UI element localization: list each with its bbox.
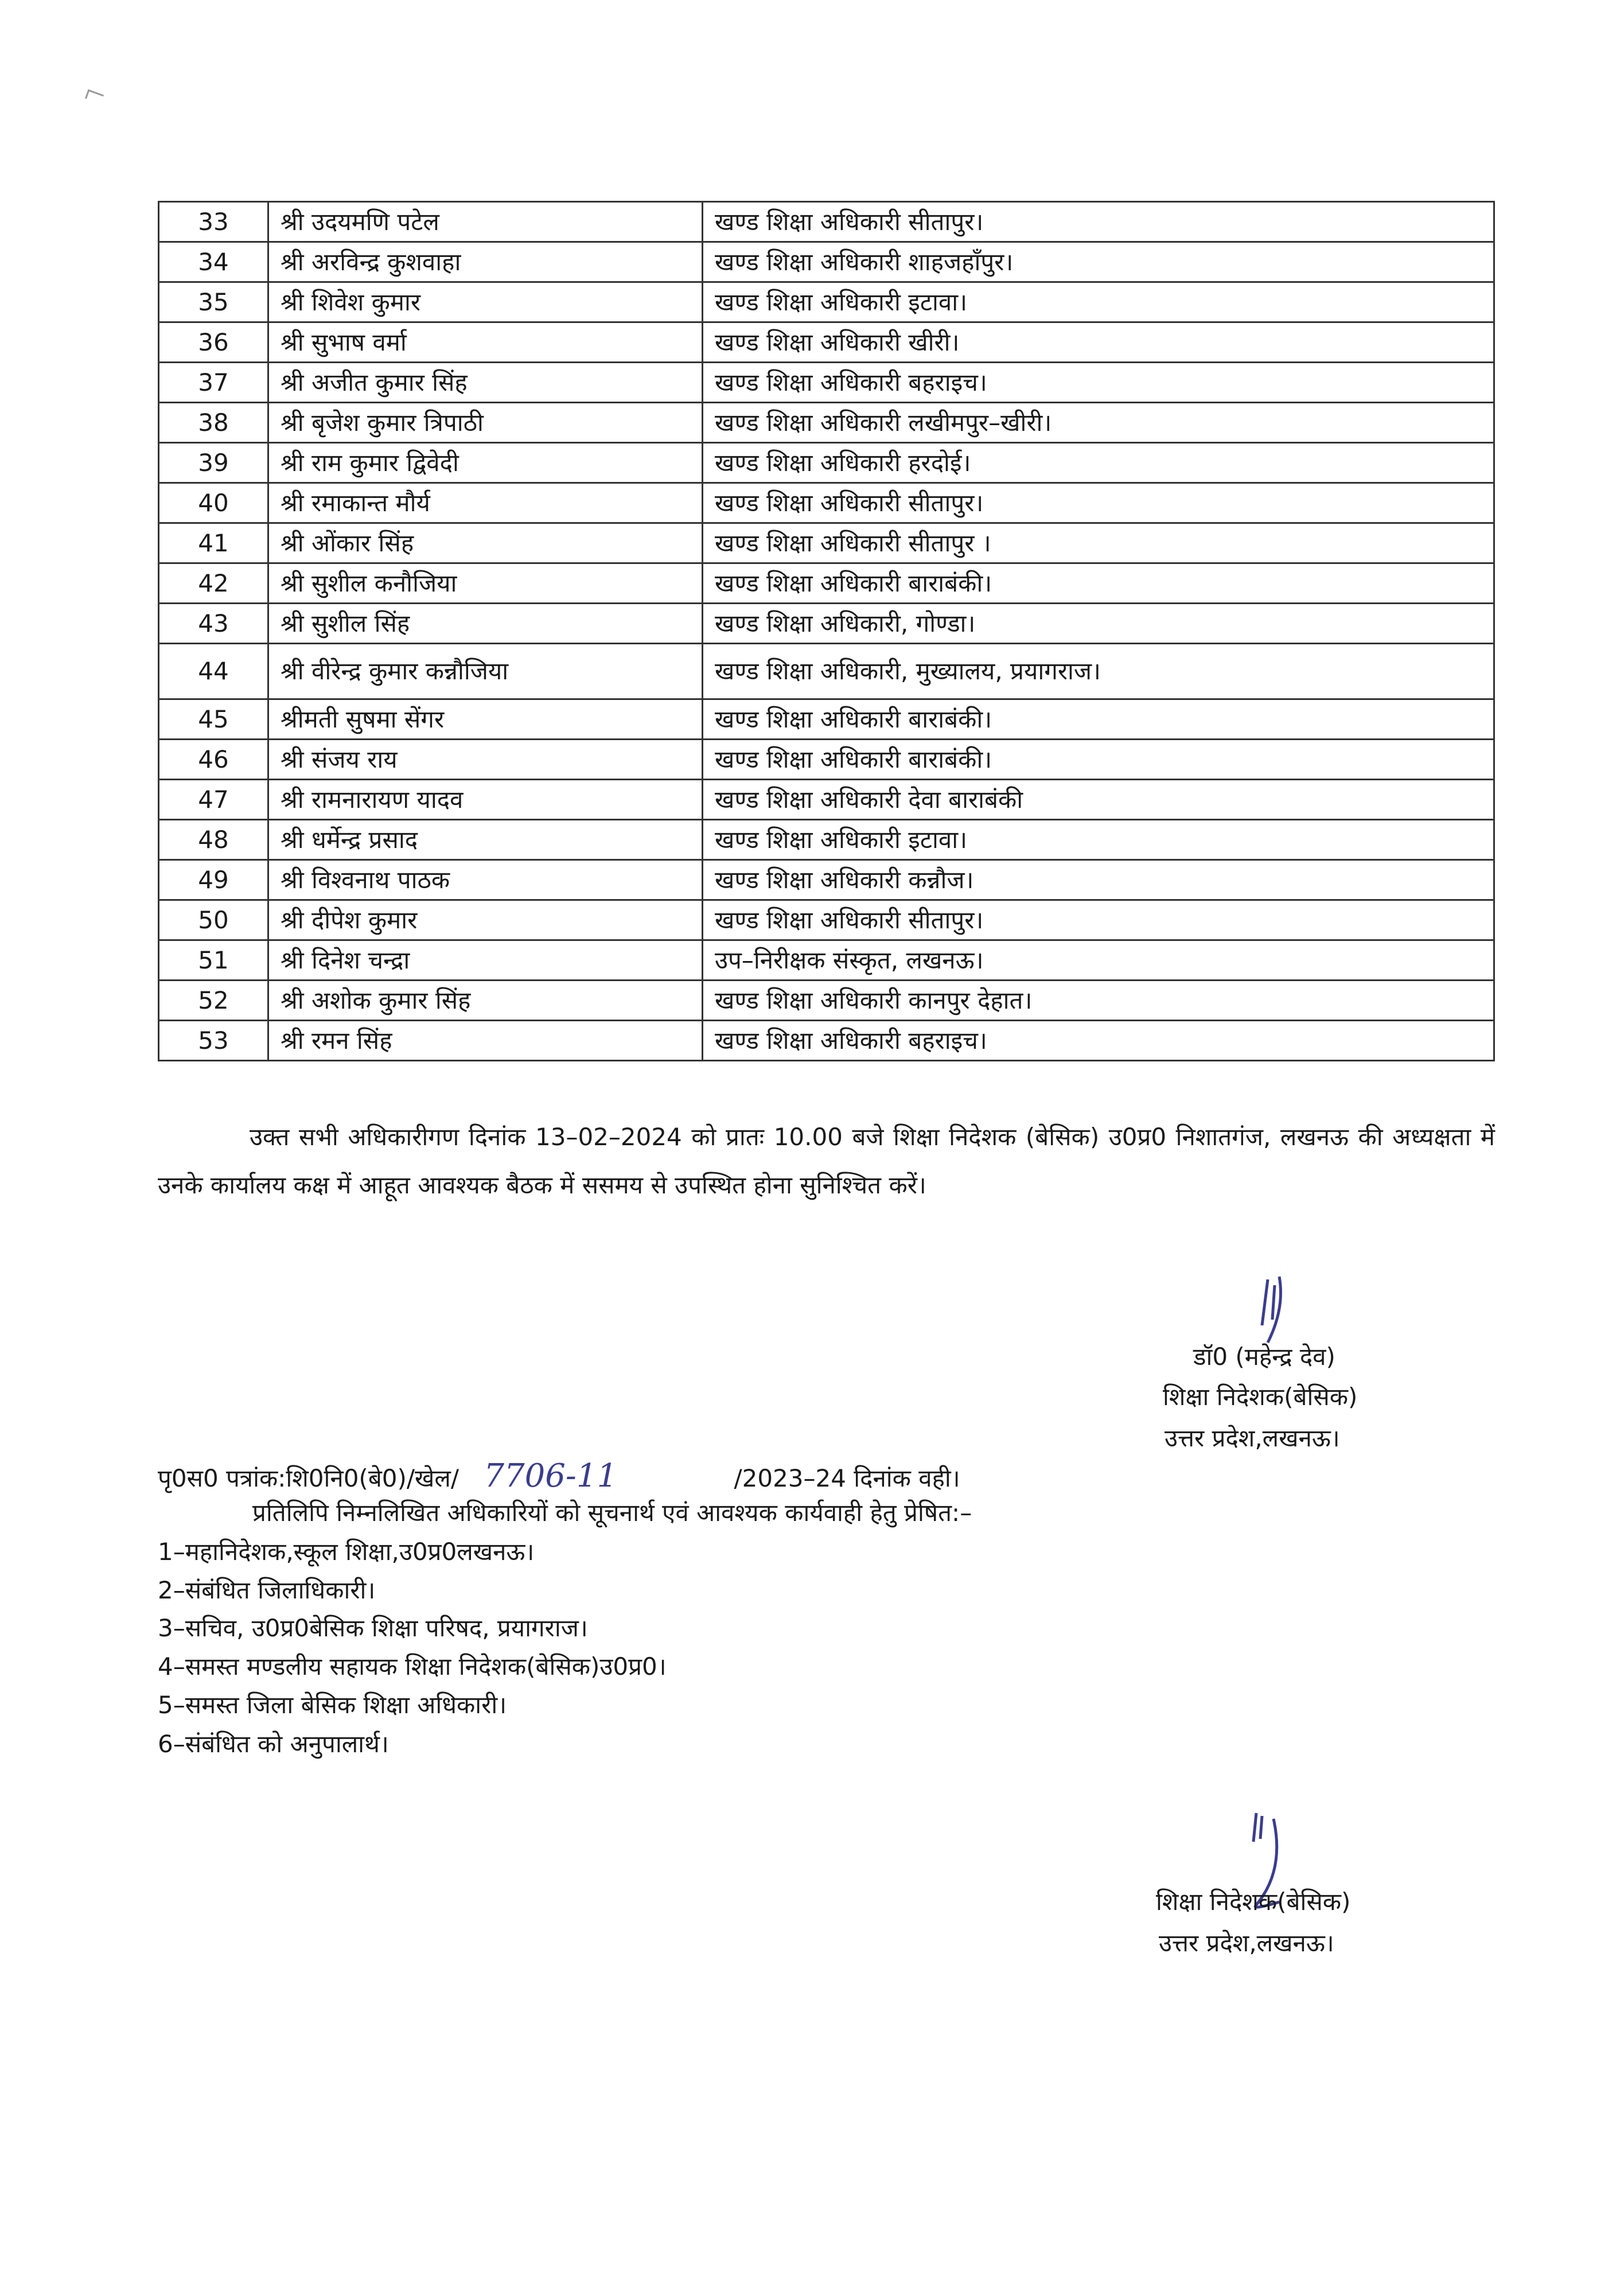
reference-suffix: /2023–24 दिनांक वही। — [734, 1464, 960, 1492]
serial-number-cell: 43 — [159, 604, 268, 644]
table-row — [159, 483, 1494, 523]
officer-name-cell: श्री दीपेश कुमार — [268, 900, 703, 940]
copy-item: 2–संबंधित जिलाधिकारी। — [158, 1576, 376, 1604]
officer-name-cell: श्री उदयमणि पटेल — [268, 202, 703, 242]
serial-number-cell: 40 — [159, 483, 268, 523]
table-row — [159, 940, 1494, 981]
officer-name-cell: श्री संजय राय — [268, 740, 703, 780]
officer-name-cell: श्री विश्वनाथ पाठक — [268, 860, 703, 900]
officer-post-cell: खण्ड शिक्षा अधिकारी सीतापुर। — [703, 483, 1494, 523]
serial-number-cell: 38 — [159, 403, 268, 443]
officer-name-cell: श्री धर्मेन्द्र प्रसाद — [268, 820, 703, 860]
signatory-place-2: उत्तर प्रदेश,लखनऊ। — [1159, 1929, 1334, 1957]
officer-post-cell: खण्ड शिक्षा अधिकारी बहराइच। — [703, 363, 1494, 403]
serial-number-cell: 35 — [159, 282, 268, 322]
table-row — [159, 563, 1494, 604]
officer-post-cell: खण्ड शिक्षा अधिकारी कानपुर देहात। — [703, 981, 1494, 1021]
serial-number-cell: 48 — [159, 820, 268, 860]
table-row — [159, 363, 1494, 403]
officer-name-cell: श्री अजीत कुमार सिंह — [268, 363, 703, 403]
serial-number-cell: 53 — [159, 1021, 268, 1061]
officer-post-cell: खण्ड शिक्षा अधिकारी सीतापुर। — [703, 900, 1494, 940]
serial-number-cell: 34 — [159, 242, 268, 282]
serial-number-cell: 47 — [159, 780, 268, 820]
signatory-name: डॉ0 (महेन्द्र देव) — [1193, 1343, 1335, 1371]
serial-number-cell: 51 — [159, 940, 268, 981]
copy-intro: प्रतिलिपि निम्नलिखित अधिकारियों को सूचनार्थ एवं आवश्यक कार्यवाही हेतु प्रेषित:– — [252, 1499, 972, 1527]
officer-name-cell: श्री रामनारायण यादव — [268, 780, 703, 820]
officers-table — [158, 201, 1495, 1061]
officer-post-cell: खण्ड शिक्षा अधिकारी लखीमपुर–खीरी। — [703, 403, 1494, 443]
serial-number-cell: 42 — [159, 563, 268, 604]
table-row — [159, 242, 1494, 282]
scan-mark — [85, 90, 104, 104]
officer-post-cell: खण्ड शिक्षा अधिकारी कन्नौज। — [703, 860, 1494, 900]
serial-number-cell: 36 — [159, 322, 268, 363]
table-row — [159, 443, 1494, 483]
copy-item: 3–सचिव, उ0प्र0बेसिक शिक्षा परिषद, प्रयागराज। — [158, 1614, 588, 1642]
officer-post-cell: खण्ड शिक्षा अधिकारी बाराबंकी। — [703, 563, 1494, 604]
officer-name-cell: श्री राम कुमार द्विवेदी — [268, 443, 703, 483]
officer-post-cell: खण्ड शिक्षा अधिकारी इटावा। — [703, 282, 1494, 322]
table-row — [159, 403, 1494, 443]
copy-item: 1–महानिदेशक,स्कूल शिक्षा,उ0प्र0लखनऊ। — [158, 1538, 535, 1566]
officer-post-cell: खण्ड शिक्षा अधिकारी हरदोई। — [703, 443, 1494, 483]
serial-number-cell: 52 — [159, 981, 268, 1021]
serial-number-cell: 50 — [159, 900, 268, 940]
officer-name-cell: श्री सुशील कनौजिया — [268, 563, 703, 604]
officer-name-cell: श्री सुभाष वर्मा — [268, 322, 703, 363]
officer-post-cell: उप–निरीक्षक संस्कृत, लखनऊ। — [703, 940, 1494, 981]
table-row — [159, 900, 1494, 940]
table-row — [159, 1021, 1494, 1061]
serial-number-cell: 37 — [159, 363, 268, 403]
table-row — [159, 523, 1494, 563]
officer-post-cell: खण्ड शिक्षा अधिकारी शाहजहाँपुर। — [703, 242, 1494, 282]
officer-post-cell: खण्ड शिक्षा अधिकारी बाराबंकी। — [703, 740, 1494, 780]
table-row — [159, 604, 1494, 644]
officer-post-cell: खण्ड शिक्षा अधिकारी, गोण्डा। — [703, 604, 1494, 644]
table-row — [159, 981, 1494, 1021]
table-row — [159, 322, 1494, 363]
officer-post-cell: खण्ड शिक्षा अधिकारी देवा बाराबंकी — [703, 780, 1494, 820]
officer-name-cell: श्री सुशील सिंह — [268, 604, 703, 644]
table-row — [159, 780, 1494, 820]
serial-number-cell: 41 — [159, 523, 268, 563]
officer-post-cell: खण्ड शिक्षा अधिकारी, मुख्यालय, प्रयागराज। — [703, 644, 1494, 699]
table-row — [159, 740, 1494, 780]
signatory-place: उत्तर प्रदेश,लखनऊ। — [1165, 1424, 1340, 1452]
officer-post-cell: खण्ड शिक्षा अधिकारी सीतापुर । — [703, 523, 1494, 563]
table-row — [159, 202, 1494, 242]
serial-number-cell: 46 — [159, 740, 268, 780]
table-row — [159, 860, 1494, 900]
serial-number-cell: 44 — [159, 644, 268, 699]
serial-number-cell: 49 — [159, 860, 268, 900]
officer-name-cell: श्री बृजेश कुमार त्रिपाठी — [268, 403, 703, 443]
officer-name-cell: श्री वीरेन्द्र कुमार कन्नौजिया — [268, 644, 703, 699]
copy-item: 4–समस्त मण्डलीय सहायक शिक्षा निदेशक(बेसिक)उ0प्र0। — [158, 1652, 667, 1681]
table-row — [159, 644, 1494, 699]
reference-prefix: पृ0स0 पत्रांक:शि0नि0(बे0)/खेल/ — [158, 1464, 459, 1492]
officer-name-cell: श्री रमाकान्त मौर्य — [268, 483, 703, 523]
officer-name-cell: श्री रमन सिंह — [268, 1021, 703, 1061]
signatory-designation-2: शिक्षा निदेशक(बेसिक) — [1156, 1888, 1351, 1916]
officer-name-cell: श्रीमती सुषमा सेंगर — [268, 699, 703, 740]
officer-name-cell: श्री अरविन्द्र कुशवाहा — [268, 242, 703, 282]
officer-post-cell: खण्ड शिक्षा अधिकारी बहराइच। — [703, 1021, 1494, 1061]
copy-item: 5–समस्त जिला बेसिक शिक्षा अधिकारी। — [158, 1691, 507, 1719]
officer-name-cell: श्री दिनेश चन्द्रा — [268, 940, 703, 981]
handwritten-number: 7706-11 — [484, 1457, 618, 1495]
copy-item: 6–संबंधित को अनुपालार्थ। — [158, 1730, 389, 1758]
officer-post-cell: खण्ड शिक्षा अधिकारी सीतापुर। — [703, 202, 1494, 242]
table-row — [159, 820, 1494, 860]
reference-line — [158, 1457, 960, 1495]
signatory-designation: शिक्षा निदेशक(बेसिक) — [1163, 1383, 1358, 1411]
officer-post-cell: खण्ड शिक्षा अधिकारी बाराबंकी। — [703, 699, 1494, 740]
meeting-paragraph: उक्त सभी अधिकारीगण दिनांक 13–02–2024 को प्रातः 10.00 बजे शिक्षा निदेशक (बेसिक) उ0प्र0 निशातगंज, लखनऊ की अध्यक्षता में उनके कार्यालय कक्ष में आहूत आवश्यक बैठक में ससमय से उपस्थित होना सुनिश्चित करें। — [158, 1123, 1495, 1199]
serial-number-cell: 45 — [159, 699, 268, 740]
officer-name-cell: श्री अशोक कुमार सिंह — [268, 981, 703, 1021]
officer-name-cell: श्री शिवेश कुमार — [268, 282, 703, 322]
officer-name-cell: श्री ओंकार सिंह — [268, 523, 703, 563]
serial-number-cell: 39 — [159, 443, 268, 483]
serial-number-cell: 33 — [159, 202, 268, 242]
table-row — [159, 699, 1494, 740]
officer-post-cell: खण्ड शिक्षा अधिकारी इटावा। — [703, 820, 1494, 860]
officer-post-cell: खण्ड शिक्षा अधिकारी खीरी। — [703, 322, 1494, 363]
table-row — [159, 282, 1494, 322]
